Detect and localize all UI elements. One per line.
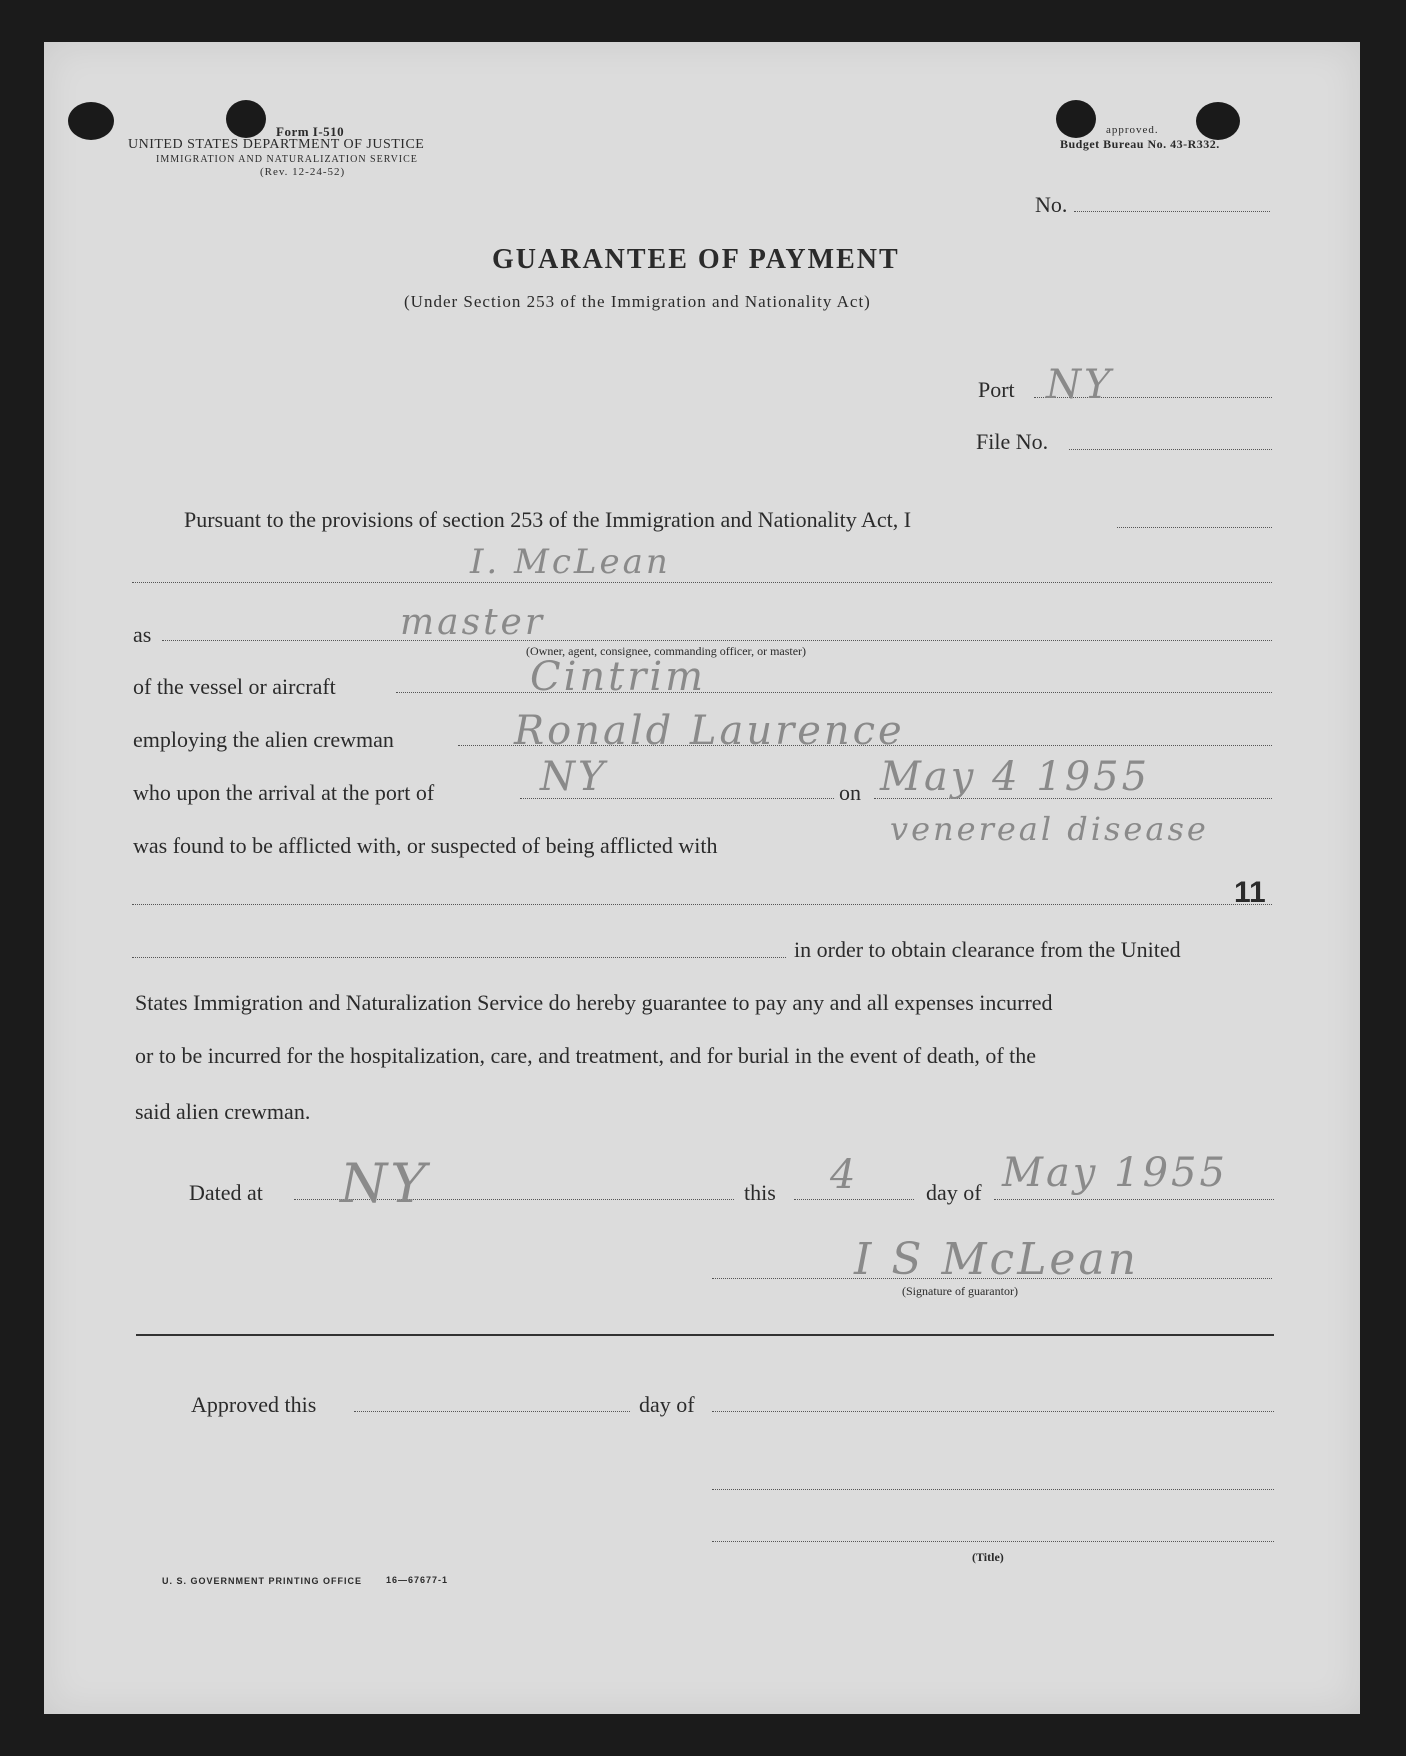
vessel-field[interactable]	[396, 692, 1272, 693]
approved-note: approved.	[1106, 124, 1159, 136]
dated-month-field[interactable]	[994, 1199, 1274, 1200]
vessel-value: Cintrim	[530, 654, 707, 700]
guarantor-name-field[interactable]	[132, 582, 1272, 583]
as-label: as	[133, 622, 152, 647]
section-divider	[136, 1334, 1274, 1336]
arrival-label: who upon the arrival at the port of	[133, 780, 435, 805]
day-of-label: day of	[926, 1180, 982, 1205]
affliction-continued-field[interactable]	[132, 904, 1272, 905]
this-label: this	[744, 1180, 776, 1205]
page-subtitle: (Under Section 253 of the Immigration and Nationality Act)	[404, 292, 871, 311]
port-value: NY	[1046, 362, 1114, 408]
punch-hole-icon	[68, 102, 114, 140]
body-line-2: or to be incurred for the hospitalization, care, and treatment, and for burial in the event of death, of the	[135, 1043, 1037, 1068]
as-caption: (Owner, agent, consignee, commanding officer, or master)	[526, 644, 807, 658]
file-no-label: File No.	[976, 429, 1049, 454]
printer-code: 16—67677-1	[386, 1575, 449, 1585]
approver-signature-field[interactable]	[712, 1489, 1274, 1490]
intro-text: Pursuant to the provisions of section 253 of the Immigration and Nationality Act, I	[184, 507, 912, 532]
punch-hole-icon	[226, 100, 266, 138]
signature-value: I S McLean	[854, 1234, 1140, 1285]
port-label: Port	[978, 377, 1015, 402]
vessel-label: of the vessel or aircraft	[133, 674, 336, 699]
dated-month-value: May 1955	[1002, 1150, 1228, 1196]
crewman-label: employing the alien crewman	[133, 727, 394, 752]
approved-month-field[interactable]	[712, 1411, 1274, 1412]
as-value: master	[400, 602, 546, 643]
affliction-label: was found to be afflicted with, or suspected of being afflicted with	[133, 833, 718, 858]
approved-day-of-label: day of	[639, 1392, 695, 1417]
body-line-1: States Immigration and Naturalization Service do hereby guarantee to pay any and all expenses incurred	[135, 990, 1053, 1015]
department-name: UNITED STATES DEPARTMENT OF JUSTICE	[128, 137, 425, 152]
printer-note: U. S. GOVERNMENT PRINTING OFFICE	[162, 1576, 363, 1586]
signature-caption: (Signature of guarantor)	[902, 1284, 1018, 1298]
as-field[interactable]	[162, 640, 1272, 641]
form-revision: (Rev. 12-24-52)	[260, 166, 346, 178]
budget-bureau: Budget Bureau No. 43-R332.	[1060, 137, 1220, 151]
arrival-port-value: NY	[540, 754, 608, 800]
crewman-value: Ronald Laurence	[514, 708, 905, 754]
body-line-3: said alien crewman.	[135, 1099, 311, 1124]
arrival-on-label: on	[839, 780, 861, 805]
approved-label: Approved this	[191, 1392, 317, 1417]
service-name: IMMIGRATION AND NATURALIZATION SERVICE	[156, 154, 418, 165]
page-title: GUARANTEE OF PAYMENT	[492, 244, 900, 275]
stamp-number: 11	[1234, 876, 1266, 909]
dated-day-value: 4	[830, 1152, 859, 1198]
clearance-text: in order to obtain clearance from the United	[794, 937, 1181, 962]
form-page	[44, 42, 1360, 1714]
dated-place-value: NY	[340, 1152, 429, 1215]
form-no-label: No.	[1035, 192, 1068, 217]
dated-day-field[interactable]	[794, 1199, 914, 1200]
intro-trailing-line	[1117, 527, 1272, 528]
blank-field[interactable]	[132, 957, 786, 958]
guarantor-name-value: I. McLean	[470, 542, 671, 582]
approver-title-field[interactable]	[712, 1541, 1274, 1542]
arrival-date-value: May 4 1955	[880, 754, 1151, 800]
file-no-field[interactable]	[1069, 449, 1272, 450]
form-number: Form I-510	[276, 124, 345, 139]
dated-label: Dated at	[189, 1180, 263, 1205]
punch-hole-icon	[1196, 102, 1240, 140]
approved-day-field[interactable]	[354, 1411, 630, 1412]
title-caption: (Title)	[972, 1550, 1004, 1564]
form-no-field[interactable]	[1074, 211, 1270, 212]
punch-hole-icon	[1056, 100, 1096, 138]
affliction-value: venereal disease	[890, 810, 1209, 848]
